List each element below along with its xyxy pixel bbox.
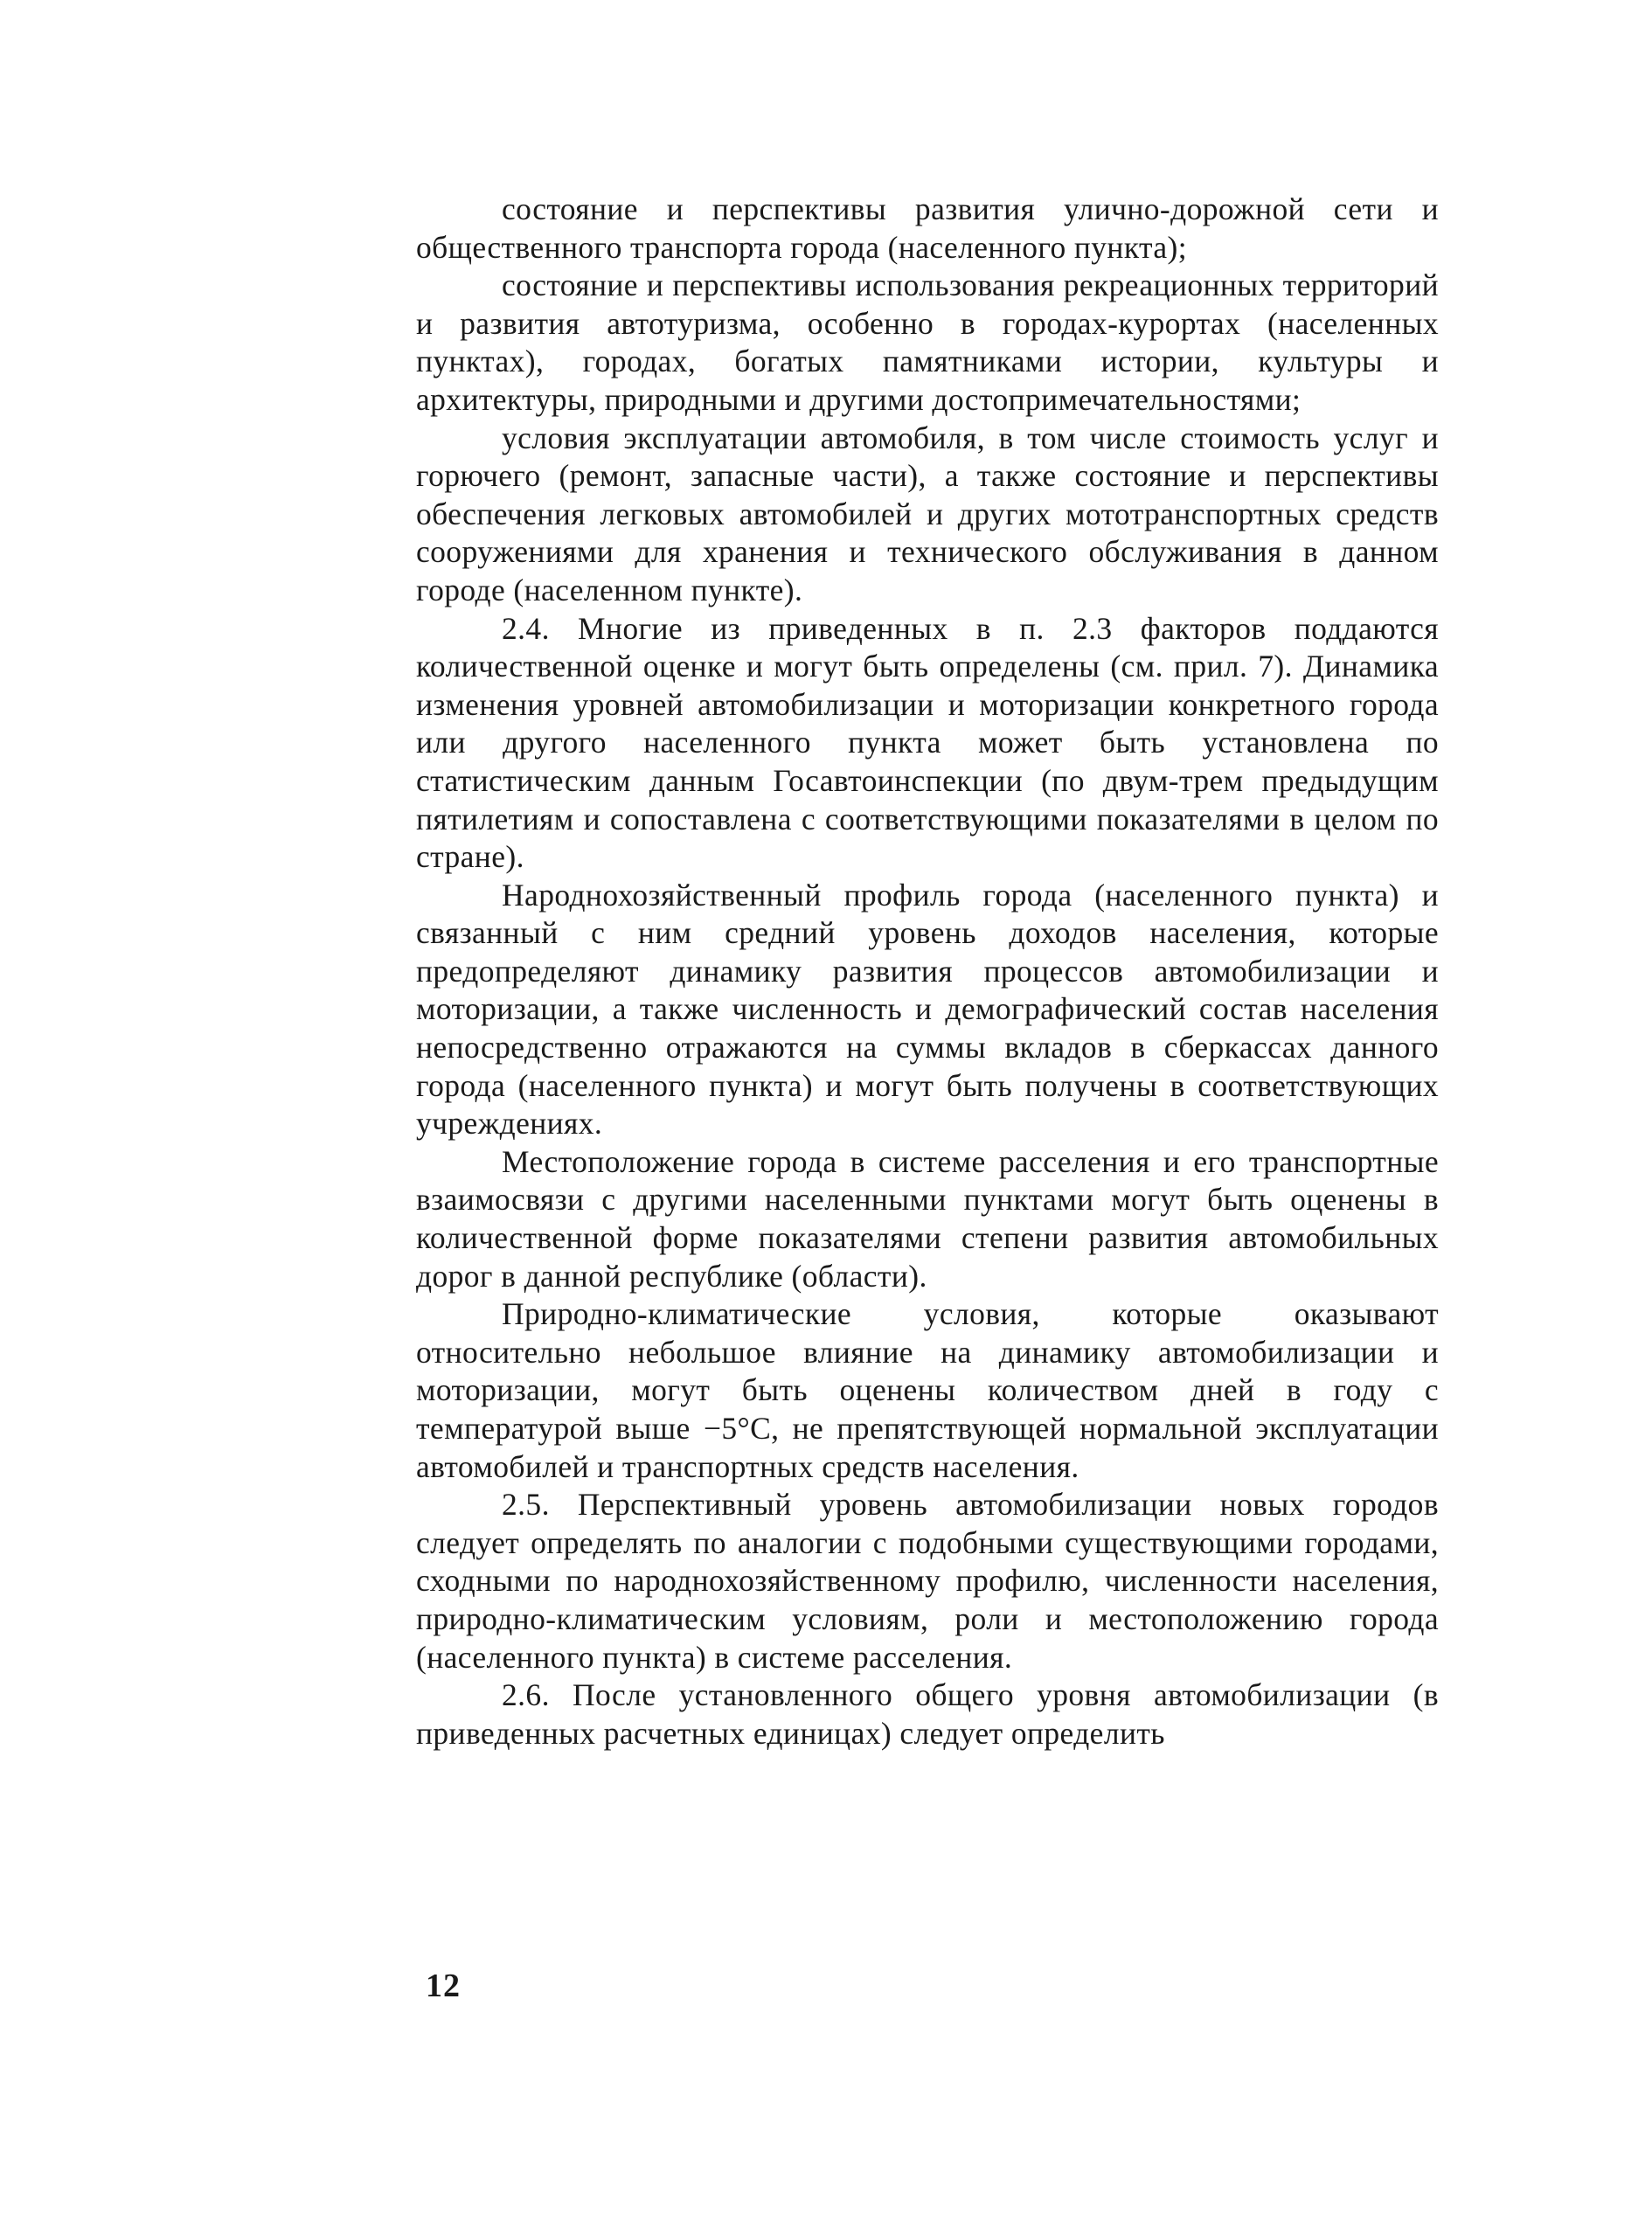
page-body-text: [416, 191, 1439, 1753]
paragraph-2-4: 2.4. Многие из приведенных в п. 2.3 факторов поддаются количественной оценке и могут быть определены (см. прил. 7). Динамика изменения уровней автомобилизации и моторизации конкретного города или другого населенного пункта может быть установлена по статистическим данным Госавтоинспекции (по двум-трем предыдущим пятилетиям и сопоставлена с соответствующими показателями в целом по стране).: [416, 610, 1439, 875]
paragraph-2-6: 2.6. После установленного общего уровня автомобилизации (в приведенных расчетных единицах) следует определить: [416, 1677, 1439, 1751]
paragraph-street-road-network: состояние и перспективы развития улично-дорожной сети и общественного транспорта города (населенного пункта);: [416, 191, 1439, 265]
paragraph-economic-profile: Народнохозяйственный профиль города (населенного пункта) и связанный с ним средний уровень доходов населения, которые предопределяют динамику развития процессов автомобилизации и моторизации, а также численность и демографический состав населения непосредственно отражаются на суммы вкладов в сберкассах данного города (населенного пункта) и могут быть получены в соответствующих учреждениях.: [416, 877, 1439, 1142]
paragraph-recreation-autotourism: состояние и перспективы использования рекреационных территорий и развития автотуризма, особенно в городах-курортах (населенных пунктах), городах, богатых памятниками истории, культуры и архитектуры, природными и другими достопримечательностями;: [416, 267, 1439, 417]
page-number: 12: [426, 1968, 461, 2004]
paragraph-2-5: 2.5. Перспективный уровень автомобилизации новых городов следует определять по аналогии с подобными существующими городами, сходными по народнохозяйственному профилю, численности населения, природно-климатическим условиям, роли и местоположению города (населенного пункта) в системе расселения.: [416, 1487, 1439, 1675]
paragraph-location: Местоположение города в системе расселения и его транспортные взаимосвязи с другими населенными пунктами могут быть оценены в количественной форме показателями степени развития автомобильных дорог в данной республике (области).: [416, 1143, 1439, 1294]
paragraph-operating-conditions: условия эксплуатации автомобиля, в том числе стоимость услуг и горючего (ремонт, запасные части), а также состояние и перспективы обеспечения легковых автомобилей и других мототранспортных средств сооружениями для хранения и технического обслуживания в данном городе (населенном пункте).: [416, 420, 1439, 607]
paragraph-climate: Природно-климатические условия, которые оказывают относительно небольшое влияние на динамику автомобилизации и моторизации, могут быть оценены количеством дней в году с температурой выше −5°C, не препятствующей нормальной эксплуатации автомобилей и транспортных средств населения.: [416, 1296, 1439, 1484]
